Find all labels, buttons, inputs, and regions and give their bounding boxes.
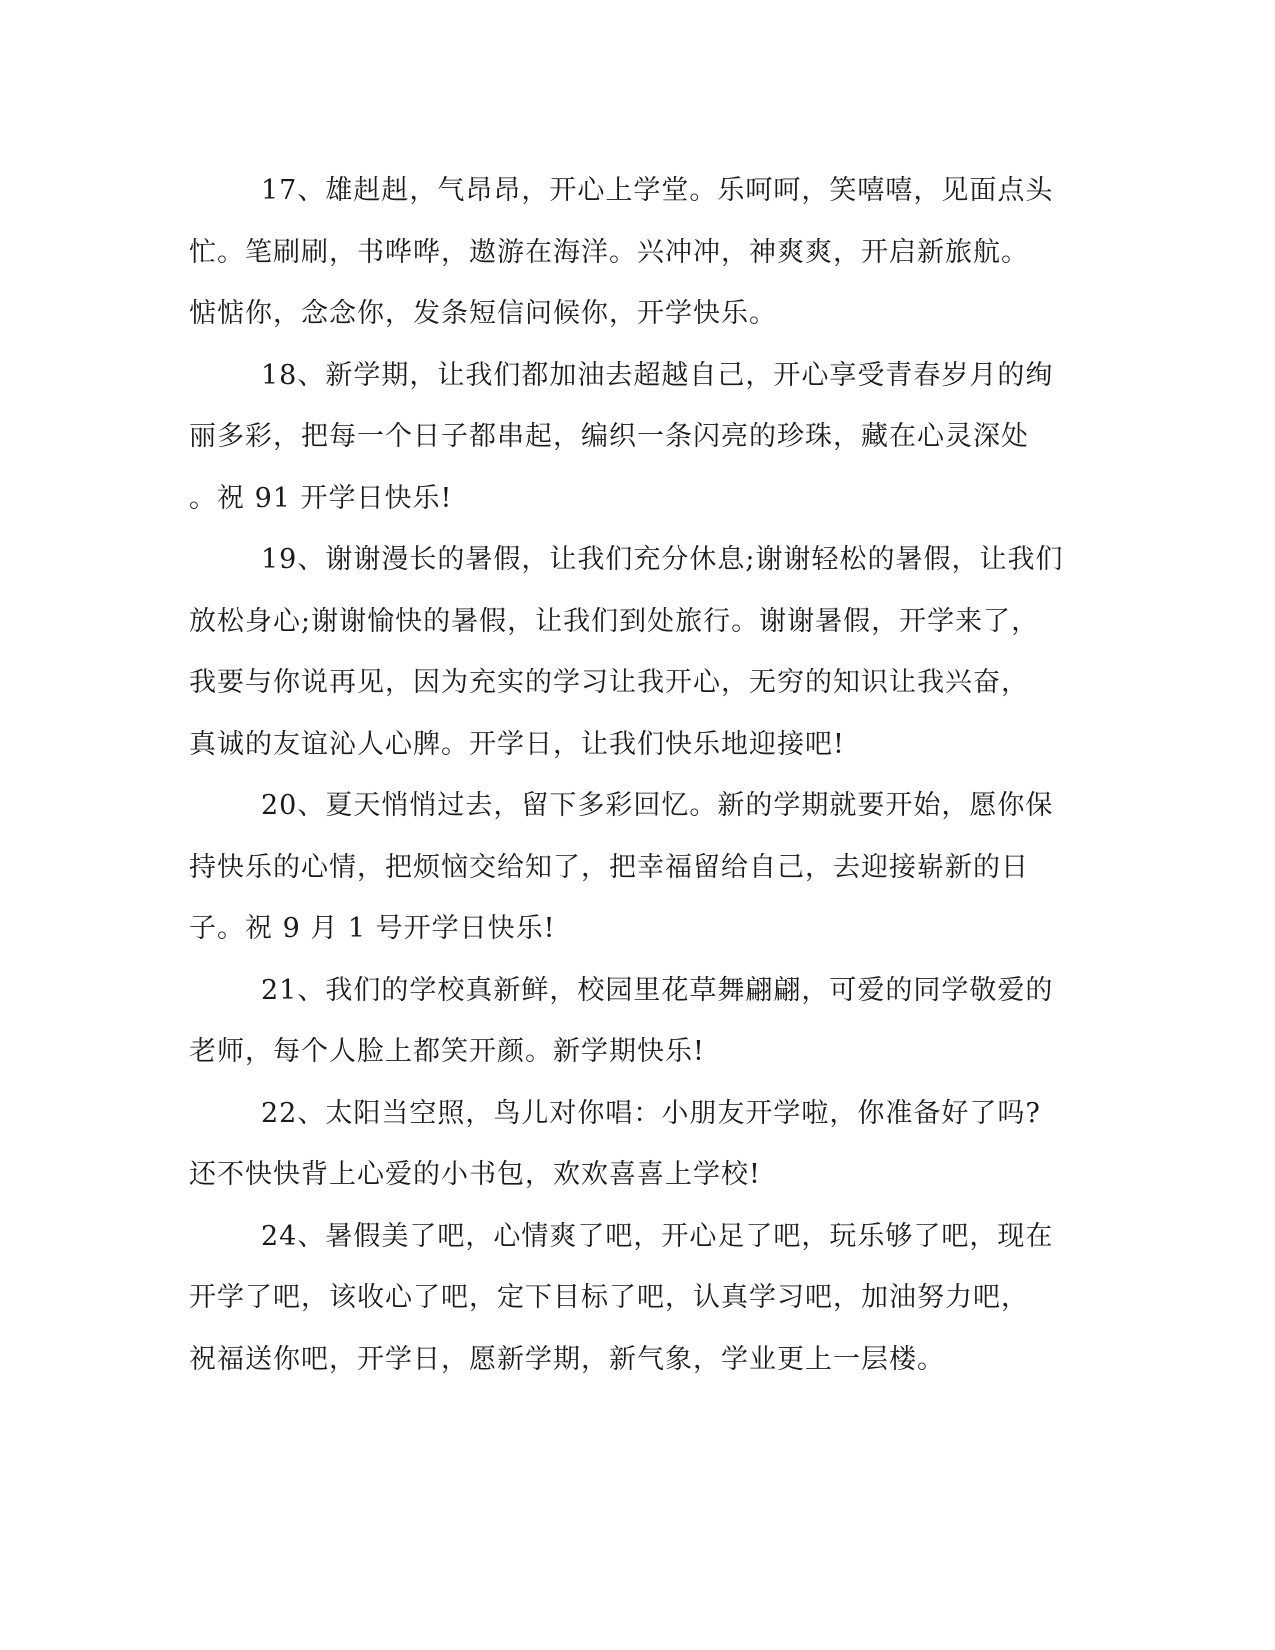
paragraph-line: 17、雄赳赳，气昂昂，开心上学堂。乐呵呵，笑嘻嘻，见面点头 xyxy=(261,175,1054,206)
paragraph-line: 持快乐的心情，把烦恼交给知了，把幸福留给自己，去迎接崭新的日 xyxy=(189,851,1029,883)
paragraph-18 xyxy=(189,345,1089,530)
paragraph-line: 19、谢谢漫长的暑假，让我们充分休息;谢谢轻松的暑假，让我们 xyxy=(261,544,1064,575)
paragraph-20 xyxy=(189,775,1089,960)
paragraph-line: 惦惦你，念念你，发条短信问候你，开学快乐。 xyxy=(189,298,777,329)
paragraph-line: 开学了吧，该收心了吧，定下目标了吧，认真学习吧，加油努力吧， xyxy=(189,1282,1029,1313)
document-body xyxy=(189,160,1089,1390)
paragraph-19 xyxy=(189,529,1089,775)
paragraph-line: 祝福送你吧，开学日，愿新学期，新气象，学业更上一层楼。 xyxy=(189,1343,945,1375)
paragraph-line: 24、暑假美了吧，心情爽了吧，开心足了吧，玩乐够了吧，现在 xyxy=(261,1220,1054,1252)
paragraph-line: 我要与你说再见，因为充实的学习让我开心，无穷的知识让我兴奋， xyxy=(189,667,1029,698)
paragraph-line: 老师，每个人脸上都笑开颜。新学期快乐! xyxy=(189,1036,705,1067)
paragraph-line: 丽多彩，把每一个日子都串起，编织一条闪亮的珍珠，藏在心灵深处 xyxy=(189,421,1029,452)
paragraph-22 xyxy=(189,1083,1089,1206)
paragraph-line: 18、新学期，让我们都加油去超越自己，开心享受青春岁月的绚 xyxy=(261,359,1054,391)
paragraph-21 xyxy=(189,960,1089,1083)
paragraph-line: 真诚的友谊沁人心脾。开学日，让我们快乐地迎接吧! xyxy=(189,728,845,760)
paragraph-line: 。祝 91 开学日快乐! xyxy=(189,482,453,514)
paragraph-line: 22、太阳当空照，鸟儿对你唱：小朋友开学啦，你准备好了吗? xyxy=(261,1097,1041,1129)
paragraph-17 xyxy=(189,160,1089,345)
paragraph-24 xyxy=(189,1206,1089,1391)
paragraph-line: 20、夏天悄悄过去，留下多彩回忆。新的学期就要开始，愿你保 xyxy=(261,790,1054,821)
paragraph-line: 还不快快背上心爱的小书包，欢欢喜喜上学校! xyxy=(189,1159,761,1190)
paragraph-line: 21、我们的学校真新鲜，校园里花草舞翩翩，可爱的同学敬爱的 xyxy=(261,974,1054,1006)
paragraph-line: 子。祝 9 月 1 号开学日快乐! xyxy=(189,913,556,944)
paragraph-line: 忙。笔刷刷，书哗哗，遨游在海洋。兴冲冲，神爽爽，开启新旅航。 xyxy=(189,236,1029,268)
paragraph-line: 放松身心;谢谢愉快的暑假，让我们到处旅行。谢谢暑假，开学来了， xyxy=(189,605,1040,637)
